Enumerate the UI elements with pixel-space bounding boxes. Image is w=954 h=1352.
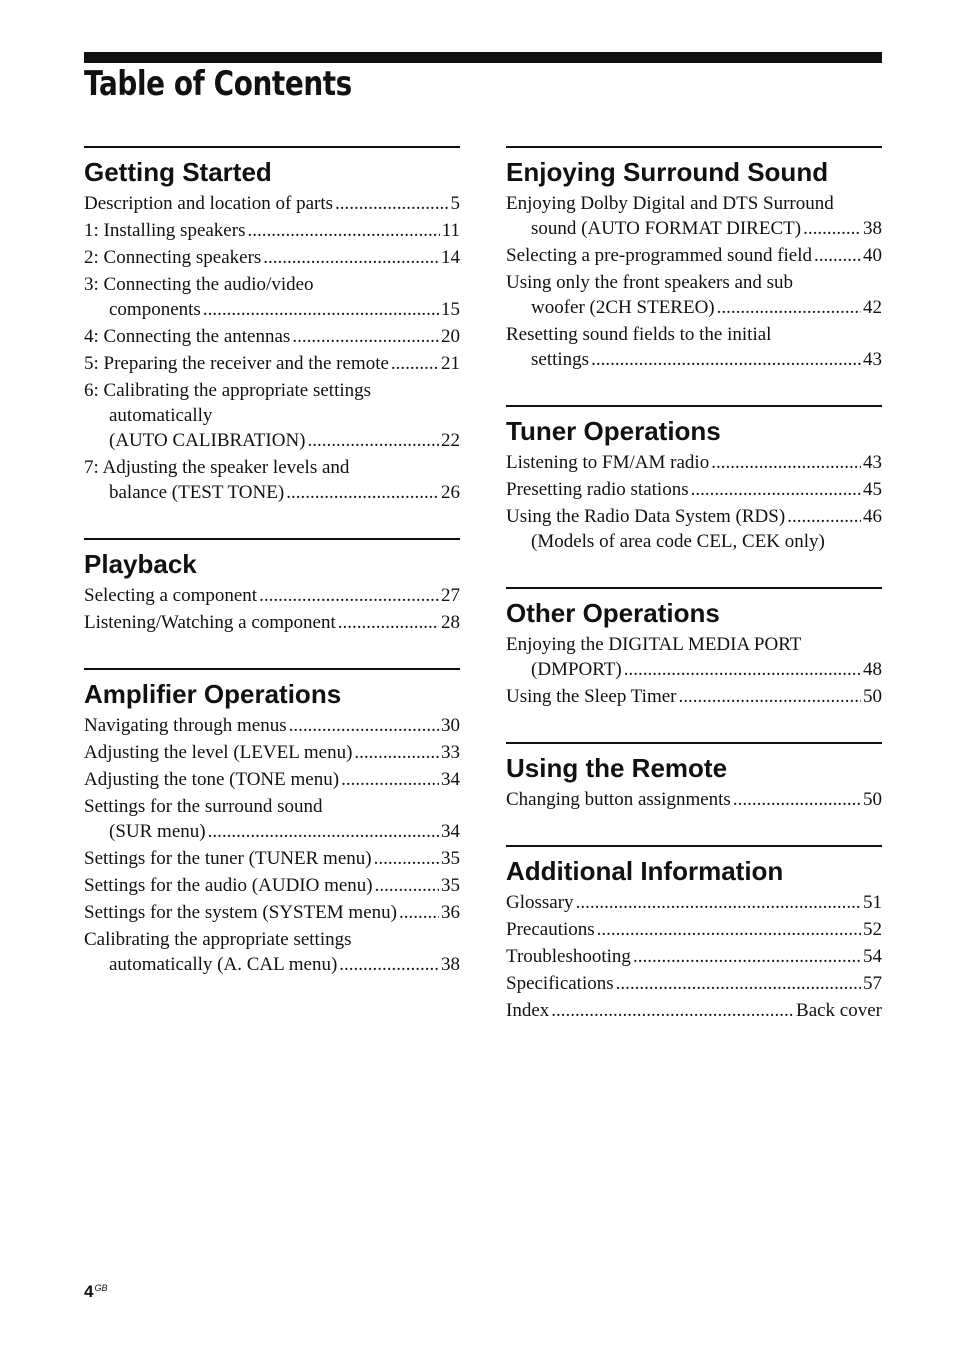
dot-leader [624,657,861,682]
dot-leader [803,216,861,241]
page-number-suffix: GB [94,1283,108,1293]
toc-entry-text: Navigating through menus [84,715,287,736]
toc-entry-list [506,787,882,812]
toc-entry-text: Settings for the surround sound [84,796,323,817]
toc-entry-text: Changing button assignments [506,789,731,810]
toc-entry[interactable] [84,610,460,635]
toc-entry-text: (DMPORT) [531,659,622,680]
toc-entry-leader-line [84,428,460,453]
toc-entry-leader-line [506,477,882,502]
dot-leader [814,243,861,268]
dot-leader [591,347,861,372]
toc-column-left [84,146,460,979]
dot-leader [711,450,861,475]
toc-page-number: 43 [863,349,882,370]
toc-entry[interactable] [506,684,882,709]
toc-entry-text: automatically [109,405,213,426]
dot-leader [633,944,861,969]
toc-entry-text: components [109,299,201,320]
toc-entry[interactable] [84,713,460,738]
toc-entry[interactable] [84,927,460,977]
toc-entry-list [84,583,460,635]
toc-entry[interactable] [506,917,882,942]
toc-entry-text: 1: Installing speakers [84,220,246,241]
toc-entry-leader-line [506,295,882,320]
toc-entry-leader-line [84,767,460,792]
toc-entry-text: Listening to FM/AM radio [506,452,710,473]
toc-entry-leader-line [84,351,460,376]
toc-entry-text: Specifications [506,973,614,994]
toc-entry-text: Enjoying Dolby Digital and DTS Surround [506,193,834,214]
toc-entry-text: 3: Connecting the audio/video [84,274,314,295]
toc-entry-leader-line [506,243,882,268]
section-heading: Additional Information [506,856,784,886]
section-heading: Using the Remote [506,753,728,783]
toc-entry-text: Using the Radio Data System (RDS) [506,506,786,527]
section-heading: Enjoying Surround Sound [506,157,829,187]
toc-entry-leader-line [84,740,460,765]
dot-leader [354,740,439,765]
toc-entry[interactable] [84,218,460,243]
dot-leader [597,917,861,942]
toc-entry[interactable] [506,998,882,1023]
page-title: Table of Contents [84,64,352,104]
section-heading: Amplifier Operations [84,679,342,709]
toc-entry-list [506,632,882,709]
dot-leader [341,767,439,792]
toc-entry-text: Selecting a component [84,585,258,606]
toc-page-number: 51 [863,892,882,913]
toc-entry-text: Listening/Watching a component [84,612,336,633]
toc-entry-leader-line [84,610,460,635]
toc-entry[interactable] [84,900,460,925]
toc-page-number: 38 [441,954,460,975]
toc-entry[interactable] [506,191,882,241]
toc-entry-note: (Models of area code CEL, CEK only) [531,531,825,552]
toc-entry-leader-line [506,998,882,1023]
toc-page-number: 5 [450,193,460,214]
dot-leader [339,952,439,977]
dot-leader [286,480,439,505]
toc-entry-text: 5: Preparing the receiver and the remote [84,353,389,374]
toc-entry-text: Adjusting the tone (TONE menu) [84,769,340,790]
toc-page-number: Back cover [796,1000,882,1021]
toc-entry-list [506,890,882,1023]
toc-page-number: 22 [441,430,460,451]
dot-leader [616,971,861,996]
section-heading: Tuner Operations [506,416,721,446]
section-heading: Other Operations [506,598,720,628]
toc-entry[interactable] [506,944,882,969]
toc-entry-leader-line [84,900,460,925]
toc-entry[interactable] [506,890,882,915]
toc-entry-leader-line [506,657,882,682]
toc-entry-text: Resetting sound fields to the initial [506,324,772,345]
toc-entry[interactable] [506,270,882,320]
toc-entry-text: Settings for the audio (AUDIO menu) [84,875,373,896]
toc-entry-text: sound (AUTO FORMAT DIRECT) [531,218,802,239]
toc-entry[interactable] [84,873,460,898]
toc-column-right [506,146,882,1025]
dot-leader [691,477,861,502]
toc-entry-text: 4: Connecting the antennas [84,326,291,347]
section-heading: Playback [84,549,197,579]
toc-section [84,668,460,977]
toc-page-number: 48 [863,659,882,680]
toc-entry-leader-line [506,216,882,241]
dot-leader [308,428,440,453]
dot-leader [733,787,861,812]
toc-entry-leader-line [84,583,460,608]
toc-page-number: 28 [441,612,460,633]
dot-leader [292,324,439,349]
toc-section [506,146,882,372]
page-number [84,1282,107,1302]
toc-entry[interactable] [84,740,460,765]
toc-entry[interactable] [84,794,460,844]
toc-entry-leader-line [84,297,460,322]
toc-entry-text: Enjoying the DIGITAL MEDIA PORT [506,634,802,655]
toc-page-number: 40 [863,245,882,266]
toc-page-number: 14 [441,247,460,268]
toc-entry-leader-line [506,347,882,372]
toc-page-number: 45 [863,479,882,500]
dot-leader [787,504,861,529]
toc-entry-text: 2: Connecting speakers [84,247,262,268]
toc-page-number: 34 [441,821,460,842]
toc-entry-text: Using the Sleep Timer [506,686,677,707]
toc-page-number: 27 [441,585,460,606]
toc-entry[interactable] [84,583,460,608]
dot-leader [289,713,439,738]
toc-entry-leader-line [84,245,460,270]
toc-entry[interactable] [506,787,882,812]
dot-leader [208,819,439,844]
dot-leader [391,351,439,376]
dot-leader [259,583,439,608]
dot-leader [247,218,439,243]
toc-entry[interactable] [506,504,882,554]
toc-entry[interactable] [506,971,882,996]
toc-entry-list [506,450,882,554]
toc-section [506,405,882,554]
toc-entry-leader-line [84,952,460,977]
dot-leader [263,245,439,270]
dot-leader [678,684,861,709]
toc-entry[interactable] [84,846,460,871]
toc-entry-text: (SUR menu) [109,821,206,842]
toc-entry-text: automatically (A. CAL menu) [109,954,338,975]
toc-entry-text: Precautions [506,919,595,940]
toc-entry[interactable] [506,243,882,268]
toc-entry-leader-line [506,890,882,915]
toc-page-number: 54 [863,946,882,967]
toc-entry[interactable] [84,245,460,270]
toc-page-number: 46 [863,506,882,527]
toc-entry-leader-line [506,944,882,969]
toc-entry-leader-line [84,873,460,898]
toc-section [84,146,460,505]
toc-page-number: 26 [441,482,460,503]
toc-entry-text: Presetting radio stations [506,479,689,500]
toc-entry[interactable] [84,767,460,792]
toc-page-number: 50 [863,686,882,707]
toc-entry-leader-line [84,480,460,505]
toc-entry[interactable] [84,455,460,505]
toc-entry[interactable] [84,324,460,349]
toc-entry-text: Settings for the tuner (TUNER menu) [84,848,372,869]
toc-entry-list [84,713,460,977]
toc-entry-text: balance (TEST TONE) [109,482,285,503]
toc-entry-leader-line [506,917,882,942]
toc-page-number: 38 [863,218,882,239]
toc-entry-text: Selecting a pre-programmed sound field [506,245,813,266]
dot-leader [335,191,448,216]
dot-leader [374,846,439,871]
toc-entry-leader-line [506,787,882,812]
toc-page-number: 34 [441,769,460,790]
toc-page-number: 21 [441,353,460,374]
toc-entry[interactable] [506,322,882,372]
toc-page-number: 33 [441,742,460,763]
toc-entry-leader-line [84,819,460,844]
toc-entry-text: Description and location of parts [84,193,334,214]
toc-page-number: 52 [863,919,882,940]
toc-page-number: 35 [441,875,460,896]
toc-entry-text: 6: Calibrating the appropriate settings [84,380,372,401]
toc-entry-text: Troubleshooting [506,946,631,967]
dot-leader [203,297,439,322]
toc-entry-text: 7: Adjusting the speaker levels and [84,457,350,478]
toc-entry-text: Index [506,1000,550,1021]
toc-page-number: 57 [863,973,882,994]
dot-leader [399,900,439,925]
toc-entry-text: Glossary [506,892,574,913]
toc-entry-leader-line [506,504,882,529]
toc-entry[interactable] [84,191,460,216]
toc-entry-leader-line [84,218,460,243]
toc-section [84,538,460,635]
toc-page-number: 20 [441,326,460,347]
toc-page-number: 43 [863,452,882,473]
toc-entry[interactable] [84,378,460,453]
toc-entry[interactable] [506,632,882,682]
section-heading: Getting Started [84,157,272,187]
toc-entry-text: Using only the front speakers and sub [506,272,794,293]
toc-page-number: 42 [863,297,882,318]
toc-page-number: 36 [441,902,460,923]
dot-leader [717,295,861,320]
toc-page-number: 15 [441,299,460,320]
toc-entry-text: Settings for the system (SYSTEM menu) [84,902,397,923]
toc-section [506,587,882,709]
toc-entry-text: Calibrating the appropriate settings [84,929,352,950]
toc-entry-leader-line [84,324,460,349]
toc-entry-text: (AUTO CALIBRATION) [109,430,306,451]
toc-entry-list [84,191,460,505]
toc-section [506,845,882,1023]
toc-entry-leader-line [84,713,460,738]
toc-entry-list [506,191,882,372]
toc-entry[interactable] [506,450,882,475]
toc-entry-leader-line [506,971,882,996]
dot-leader [338,610,439,635]
page-number-value: 4 [84,1282,94,1301]
toc-entry-leader-line [84,191,460,216]
dot-leader [576,890,861,915]
toc-page-number: 11 [441,220,460,241]
title-rule [84,52,882,63]
toc-entry[interactable] [506,477,882,502]
toc-entry[interactable] [84,272,460,322]
toc-page-number: 50 [863,789,882,810]
toc-page-number: 35 [441,848,460,869]
toc-page-number: 30 [441,715,460,736]
toc-entry-leader-line [506,450,882,475]
toc-entry-leader-line [506,684,882,709]
toc-entry-text: woofer (2CH STEREO) [531,297,715,318]
toc-entry-text: Adjusting the level (LEVEL menu) [84,742,353,763]
toc-section [506,742,882,812]
toc-entry-text: settings [531,349,590,370]
dot-leader [551,998,794,1023]
toc-entry-leader-line [84,846,460,871]
dot-leader [375,873,439,898]
toc-entry[interactable] [84,351,460,376]
